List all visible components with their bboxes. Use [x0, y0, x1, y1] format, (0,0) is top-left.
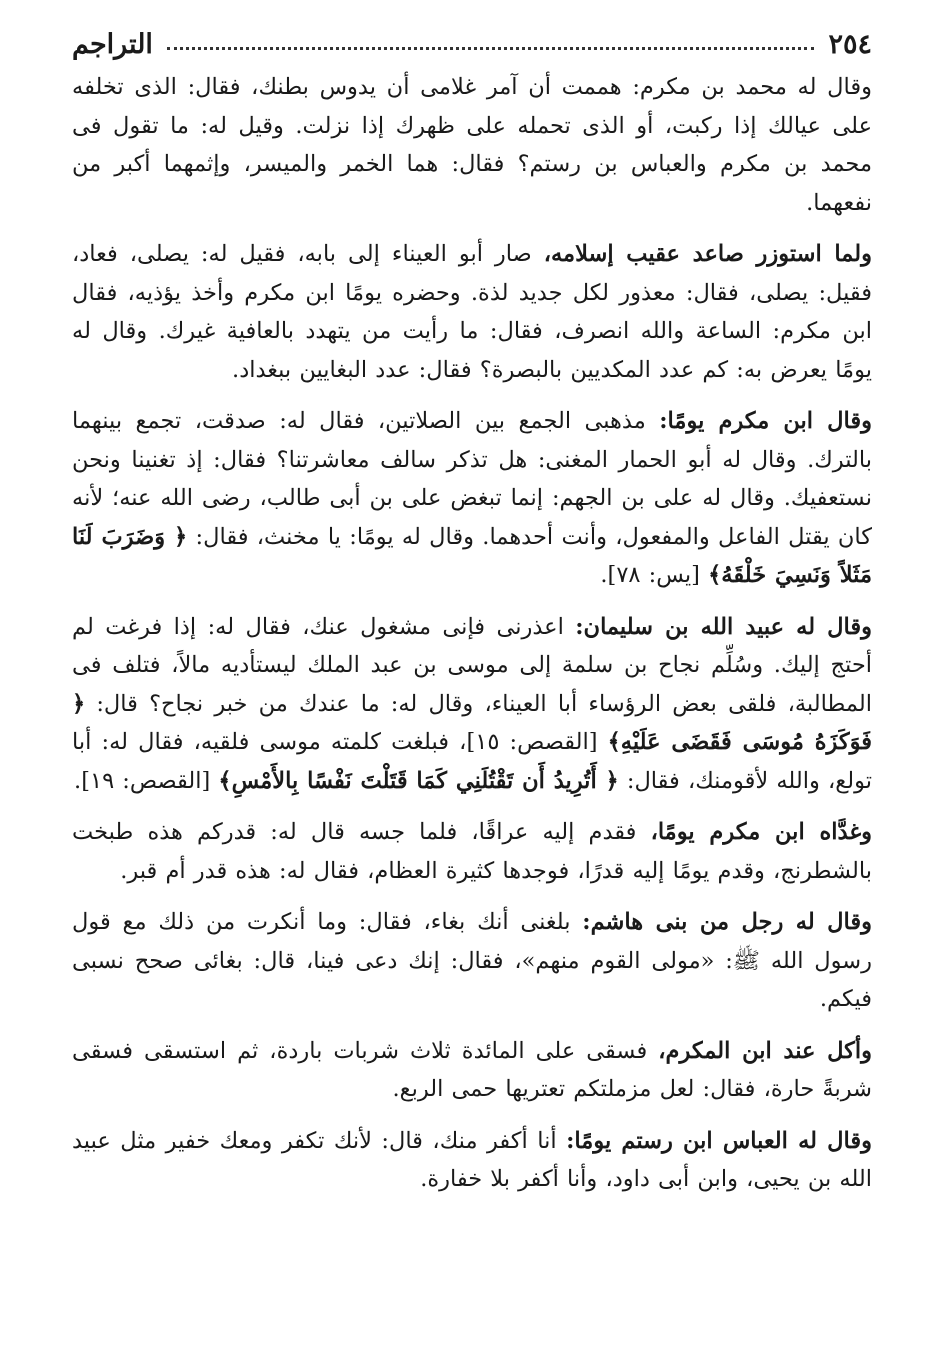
paragraph-8 [72, 1122, 872, 1199]
quran-verse: ﴿ فَوَكَزَهُ مُوسَى فَقَضَى عَلَيْهِ﴾ [72, 690, 872, 755]
paragraph-lead: وأكل عند ابن المكرم، [658, 1037, 872, 1064]
paragraph-4 [72, 608, 872, 801]
paragraph-text: بلغنى أنك بغاء، فقال: وما أنكرت من ذلك مع قول رسول الله ﷺ: «مولى القوم منهم»، فقال: إنك دعى فينا، قال: بغائى صحح نسبى فيكم. [72, 909, 872, 1012]
paragraph-6 [72, 903, 872, 1019]
running-title: التراجم [72, 29, 153, 60]
book-page [72, 22, 872, 1212]
verse-reference: [يس: ٧٨]. [600, 562, 709, 588]
paragraph-text: أنا أكفر منك، قال: لأنك تكفر ومعك خفير مثل عبيد الله بن يحيى، وابن أبى داود، وأنا أكفر بلا خفارة. [72, 1127, 872, 1192]
body-text [72, 68, 872, 1199]
paragraph-lead: وقال له العباس ابن رستم يومًا: [566, 1127, 872, 1154]
verse-reference: [القصص: ١٩]. [74, 767, 219, 794]
paragraph-lead: وقال له عبيد الله بن سليمان: [575, 613, 872, 640]
paragraph-lead: وقال له رجل من بنى هاشم: [582, 909, 872, 935]
header-dotted-leader [167, 46, 815, 50]
paragraph-text: مذهبى الجمع بين الصلاتين، فقال له: صدقت، تجمع بينهما بالترك. وقال له أبو الحمار المغنى: هل تذكر سالف معاشرتنا؟ فقال: إذ تغنينا ونحن نستعفيك. وقال له على بن الجهم: إنما تبغض على بن أبى طالب، رضى الله عنه؛ لأنه كان يقتل الفاعل والمفعول، وأنت أحدهما. وقال له يومًا: يا مخنث، فقال: [72, 408, 872, 550]
quran-verse: ﴿ وَضَرَبَ لَنَا مَثَلاً وَنَسِيَ خَلْقَهُ﴾ [72, 523, 872, 588]
paragraph-2 [72, 235, 872, 389]
page-number: ٢٥٤ [828, 29, 872, 60]
page-header [72, 22, 872, 60]
paragraph-text: [القصص: ١٥]، فبلغت كلمته موسى فلقيه، فقال له: أبا تولع، والله لأقومنك، فقال: [72, 729, 872, 794]
paragraph-text: اعذرنى فإنى مشغول عنك، فقال له: إذا فرغت لم أحتج إليك. وسُلِّم نجاح بن سلمة إلى موسى بن عبد الملك ليستأديه مالاً، فتلف فى المطالبة، فلقى بعض الرؤساء أبا العيناء، وقال له: ما عندك من خبر نجاح؟ قال: [72, 613, 872, 717]
paragraph-lead: وقال ابن مكرم يومًا: [659, 408, 872, 434]
paragraph-lead: وغدَّاه ابن مكرم يومًا، [650, 819, 872, 845]
paragraph-7 [72, 1032, 872, 1109]
paragraph-3 [72, 402, 872, 595]
paragraph-text: صار أبو العيناء إلى بابه، فقيل له: يصلى، فعاد، فقيل: يصلى، فقال: معذور لكل جديد لذة. وحضره يومًا ابن مكرم وأخذ يؤذيه، فقال ابن مكرم: الساعة والله انصرف، فقال: ما رأيت من يتهدد بالعافية غيرك. وقال له يومًا يعرض به: كم عدد المكديين بالبصرة؟ فقال: عدد البغايين ببغداد. [72, 241, 872, 383]
paragraph-1 [72, 68, 872, 222]
quran-verse: ﴿ أَتُرِيدُ أَن تَقْتُلَنِي كَمَا قَتَلْتَ نَفْسًا بِالأَمْسِ﴾ [218, 767, 619, 794]
paragraph-5 [72, 813, 872, 890]
paragraph-lead: ولما استوزر صاعد عقيب إسلامه، [543, 241, 872, 267]
paragraph-text: فسقى على المائدة ثلاث شربات باردة، ثم استسقى فسقى شربةً حارة، فقال: لعل مزملتكم تعتريها حمى الربع. [72, 1037, 872, 1102]
paragraph-text: فقدم إليه عراقًا، فلما جسه قال له: قدركم هذه طبخت بالشطرنج، وقدم يومًا إليه قدرًا، فوجدها كثيرة العظام، فقال له: هذه قدر أم قبر. [72, 819, 872, 884]
paragraph-text: وقال له محمد بن مكرم: هممت أن آمر غلامى أن يدوس بطنك، فقال: الذى تخلفه على عيالك إذا ركبت، أو الذى تحمله على ظهرك إذا نزلت. وقيل له: ما تقول فى محمد بن مكرم والعباس بن رستم؟ فقال: هما الخمر والميسر، وإثمهما أكبر من نفعهما. [72, 74, 872, 216]
